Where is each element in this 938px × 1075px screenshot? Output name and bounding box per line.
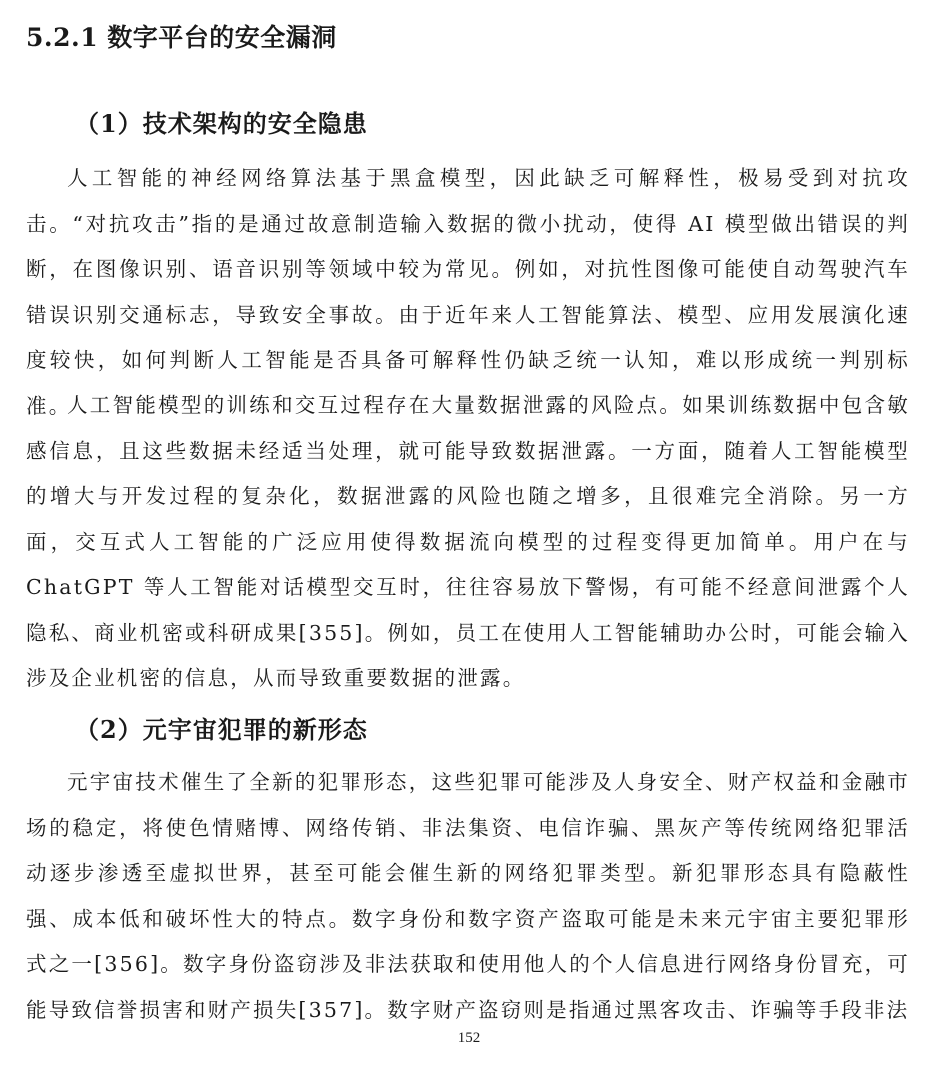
page-number: 152 <box>457 1030 481 1046</box>
subsection-heading-2: （2）元宇宙犯罪的新形态 <box>75 715 368 744</box>
paragraph-adversarial-attacks: 人工智能的神经网络算法基于黑盒模型，因此缺乏可解释性，极易受到对抗攻击。“对抗攻击”指的是通过故意制造输入数据的微小扰动，使得 AI 模型做出错误的判断，在图像识别、语音识别等领域中较为常见。例如，对抗性图像可能使自动驾驶汽车错误识别交通标志，导致安全事故。由于近年来人工智能算法、模型、应用发展演化速度较快，如何判断人工智能是否具备可解释性仍缺乏统一认知，难以形成统一判别标准。 <box>26 166 910 418</box>
section-heading: 5.2.1 数字平台的安全漏洞 <box>26 23 337 52</box>
paragraph-metaverse-crime: 元宇宙技术催生了全新的犯罪形态，这些犯罪可能涉及人身安全、财产权益和金融市场的稳定，将使色情赌博、网络传销、非法集资、电信诈骗、黑灰产等传统网络犯罪活动逐步渗透至虚拟世界，甚至可能会催生新的网络犯罪类型。新犯罪形态具有隐蔽性强、成本低和破坏性大的特点。数字身份和数字资产盗取可能是未来元宇宙主要犯罪形式之一[356]。数字身份盗窃涉及非法获取和使用他人的个人信息进行网络身份冒充，可能导致信誉损害和财产损失[357]。数字财产盗窃则是指通过黑客攻击、诈骗等手段非法 <box>26 770 910 1022</box>
paragraph-data-leakage: 人工智能模型的训练和交互过程存在大量数据泄露的风险点。如果训练数据中包含敏感信息，且这些数据未经适当处理，就可能导致数据泄露。一方面，随着人工智能模型的增大与开发过程的复杂化，数据泄露的风险也随之增多，且很难完全消除。另一方面，交互式人工智能的广泛应用使得数据流向模型的过程变得更加简单。用户在与 ChatGPT 等人工智能对话模型交互时，往往容易放下警惕，有可能不经意间泄露个人隐私、商业机密或科研成果[355]。例如，员工在使用人工智能辅助办公时，可能会输入涉及企业机密的信息，从而导致重要数据的泄露。 <box>26 393 910 690</box>
subsection-heading-1: （1）技术架构的安全隐患 <box>75 109 368 138</box>
